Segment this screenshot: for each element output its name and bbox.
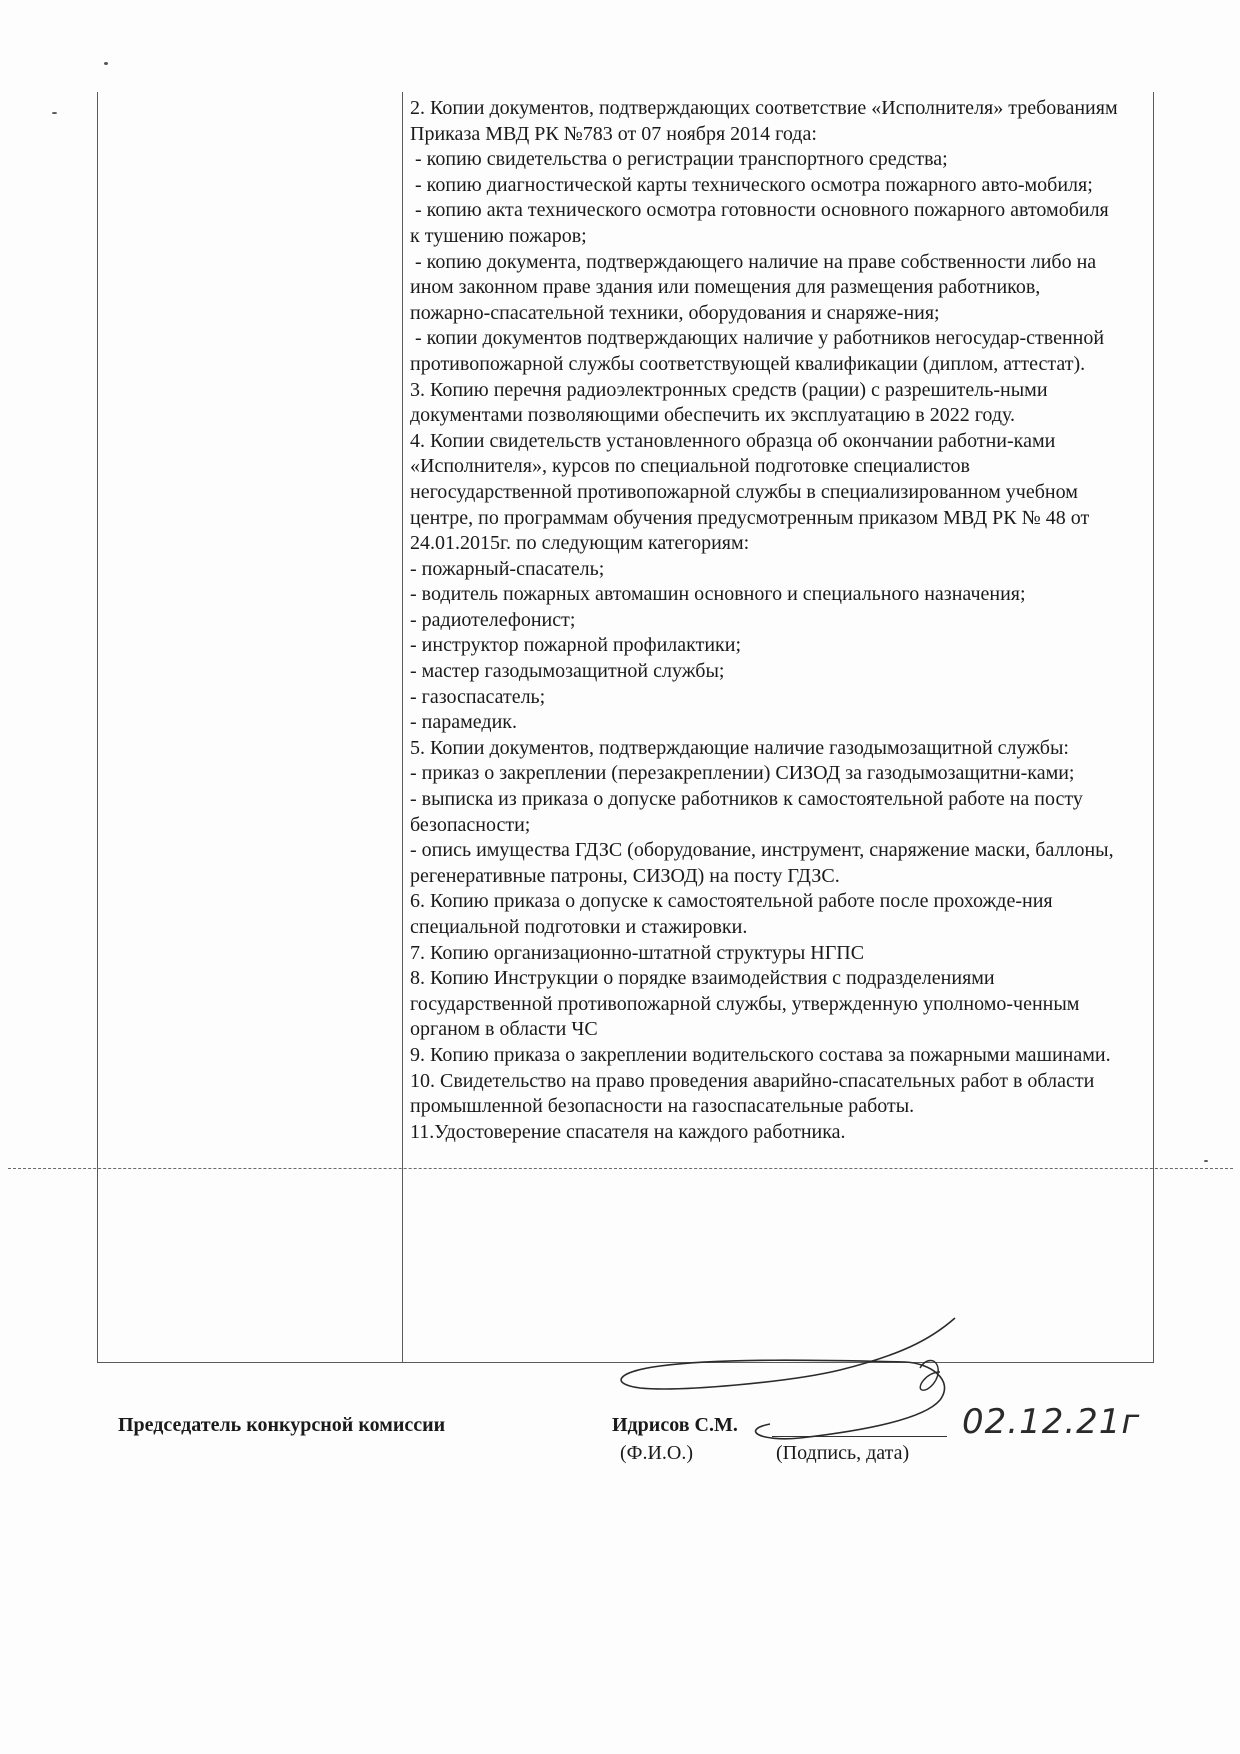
list-item: - копию диагностической карты технического осмотра пожарного авто-мобиля; xyxy=(410,173,1093,196)
signature-block xyxy=(0,1400,1240,1480)
list-item: - радиотелефонист; xyxy=(410,608,576,631)
page-fold-line xyxy=(8,1168,1233,1169)
list-item: - парамедик. xyxy=(410,711,517,734)
list-item: 6. Копию приказа о допуске к самостоятельной работе после прохожде-ния специальной подготовки и стажировки. xyxy=(410,890,1058,938)
table-right-border xyxy=(1153,92,1154,1362)
list-item: - копии документов подтверждающих наличие у работников негосудар-ственной противопожарной службы соответствующей квалификации (диплом, аттестат). xyxy=(410,327,1110,375)
sign-date-caption: (Подпись, дата) xyxy=(776,1442,910,1464)
table-column-divider xyxy=(402,92,403,1362)
list-item: - опись имущества ГДЗС (оборудование, инструмент, снаряжение маски, баллоны, регенеративные патроны, СИЗОД) на посту ГДЗС. xyxy=(410,839,1119,887)
list-item: - выписка из приказа о допуске работников к самостоятельной работе на посту безопасности; xyxy=(410,788,1088,836)
requirements-list xyxy=(410,96,1123,1145)
list-item: - инструктор пожарной профилактики; xyxy=(410,634,741,657)
signatory-name: Идрисов С.М. xyxy=(612,1414,738,1436)
chair-label: Председатель конкурсной комиссии xyxy=(118,1414,446,1436)
list-item: - пожарный-спасатель; xyxy=(410,557,605,580)
list-item: 2. Копии документов, подтверждающих соответствие «Исполнителя» требованиям Приказа МВД РК №783 от 07 ноября 2014 года: xyxy=(410,97,1123,145)
scan-speck xyxy=(1204,1160,1208,1162)
list-item: - приказ о закреплении (перезакреплении) СИЗОД за газодымозащитни-ками; xyxy=(410,762,1075,785)
scan-speck xyxy=(104,62,108,65)
list-item: 8. Копию Инструкции о порядке взаимодействия с подразделениями государственной противопожарной службы, утвержденную уполномо-ченным органом в области ЧС xyxy=(410,967,1085,1041)
list-item: - водитель пожарных автомашин основного и специального назначения; xyxy=(410,583,1026,606)
fio-caption: (Ф.И.О.) xyxy=(620,1442,694,1464)
table-left-border xyxy=(97,92,98,1362)
list-item: 9. Копию приказа о закреплении водительского состава за пожарными машинами. xyxy=(410,1043,1111,1066)
scan-speck xyxy=(52,112,57,114)
list-item: - копию документа, подтверждающего наличие на праве собственности либо на ином законном праве здания или помещения для размещения работников, пожарно-спасательной техники, оборудования и снаряже-ния; xyxy=(410,250,1102,324)
list-item: 5. Копии документов, подтверждающие наличие газодымозащитной службы: xyxy=(410,736,1069,759)
list-item: - копию свидетельства о регистрации транспортного средства; xyxy=(410,148,948,171)
list-item: - мастер газодымозащитной службы; xyxy=(410,660,725,683)
table-bottom-border xyxy=(97,1362,1154,1363)
list-item: - газоспасатель; xyxy=(410,685,546,708)
list-item: 3. Копию перечня радиоэлектронных средств (рации) с разрешитель-ными документами позволяющими обеспечить их эксплуатацию в 2022 году. xyxy=(410,378,1053,427)
signature-line xyxy=(772,1436,947,1437)
list-item: 4. Копии свидетельств установленного образца об окончании работни-ками «Исполнителя», курсов по специальной подготовке специалистов негосударственной противопожарной службы в специализированном учебном центре, по программам обучения предусмотренным приказом МВД РК № 48 от 24.01.2015г. по следующим категориям: xyxy=(410,429,1095,555)
list-item: 7. Копию организационно-штатной структуры НГПС xyxy=(410,941,865,964)
list-item: - копию акта технического осмотра готовности основного пожарного автомобиля к тушению пожаров; xyxy=(410,199,1114,247)
list-item: 11.Удостоверение спасателя на каждого работника. xyxy=(410,1120,846,1143)
list-item: 10. Свидетельство на право проведения аварийно-спасательных работ в области промышленной безопасности на газоспасательные работы. xyxy=(410,1069,1100,1118)
handwritten-date: 02.12.21г xyxy=(962,1402,1141,1442)
